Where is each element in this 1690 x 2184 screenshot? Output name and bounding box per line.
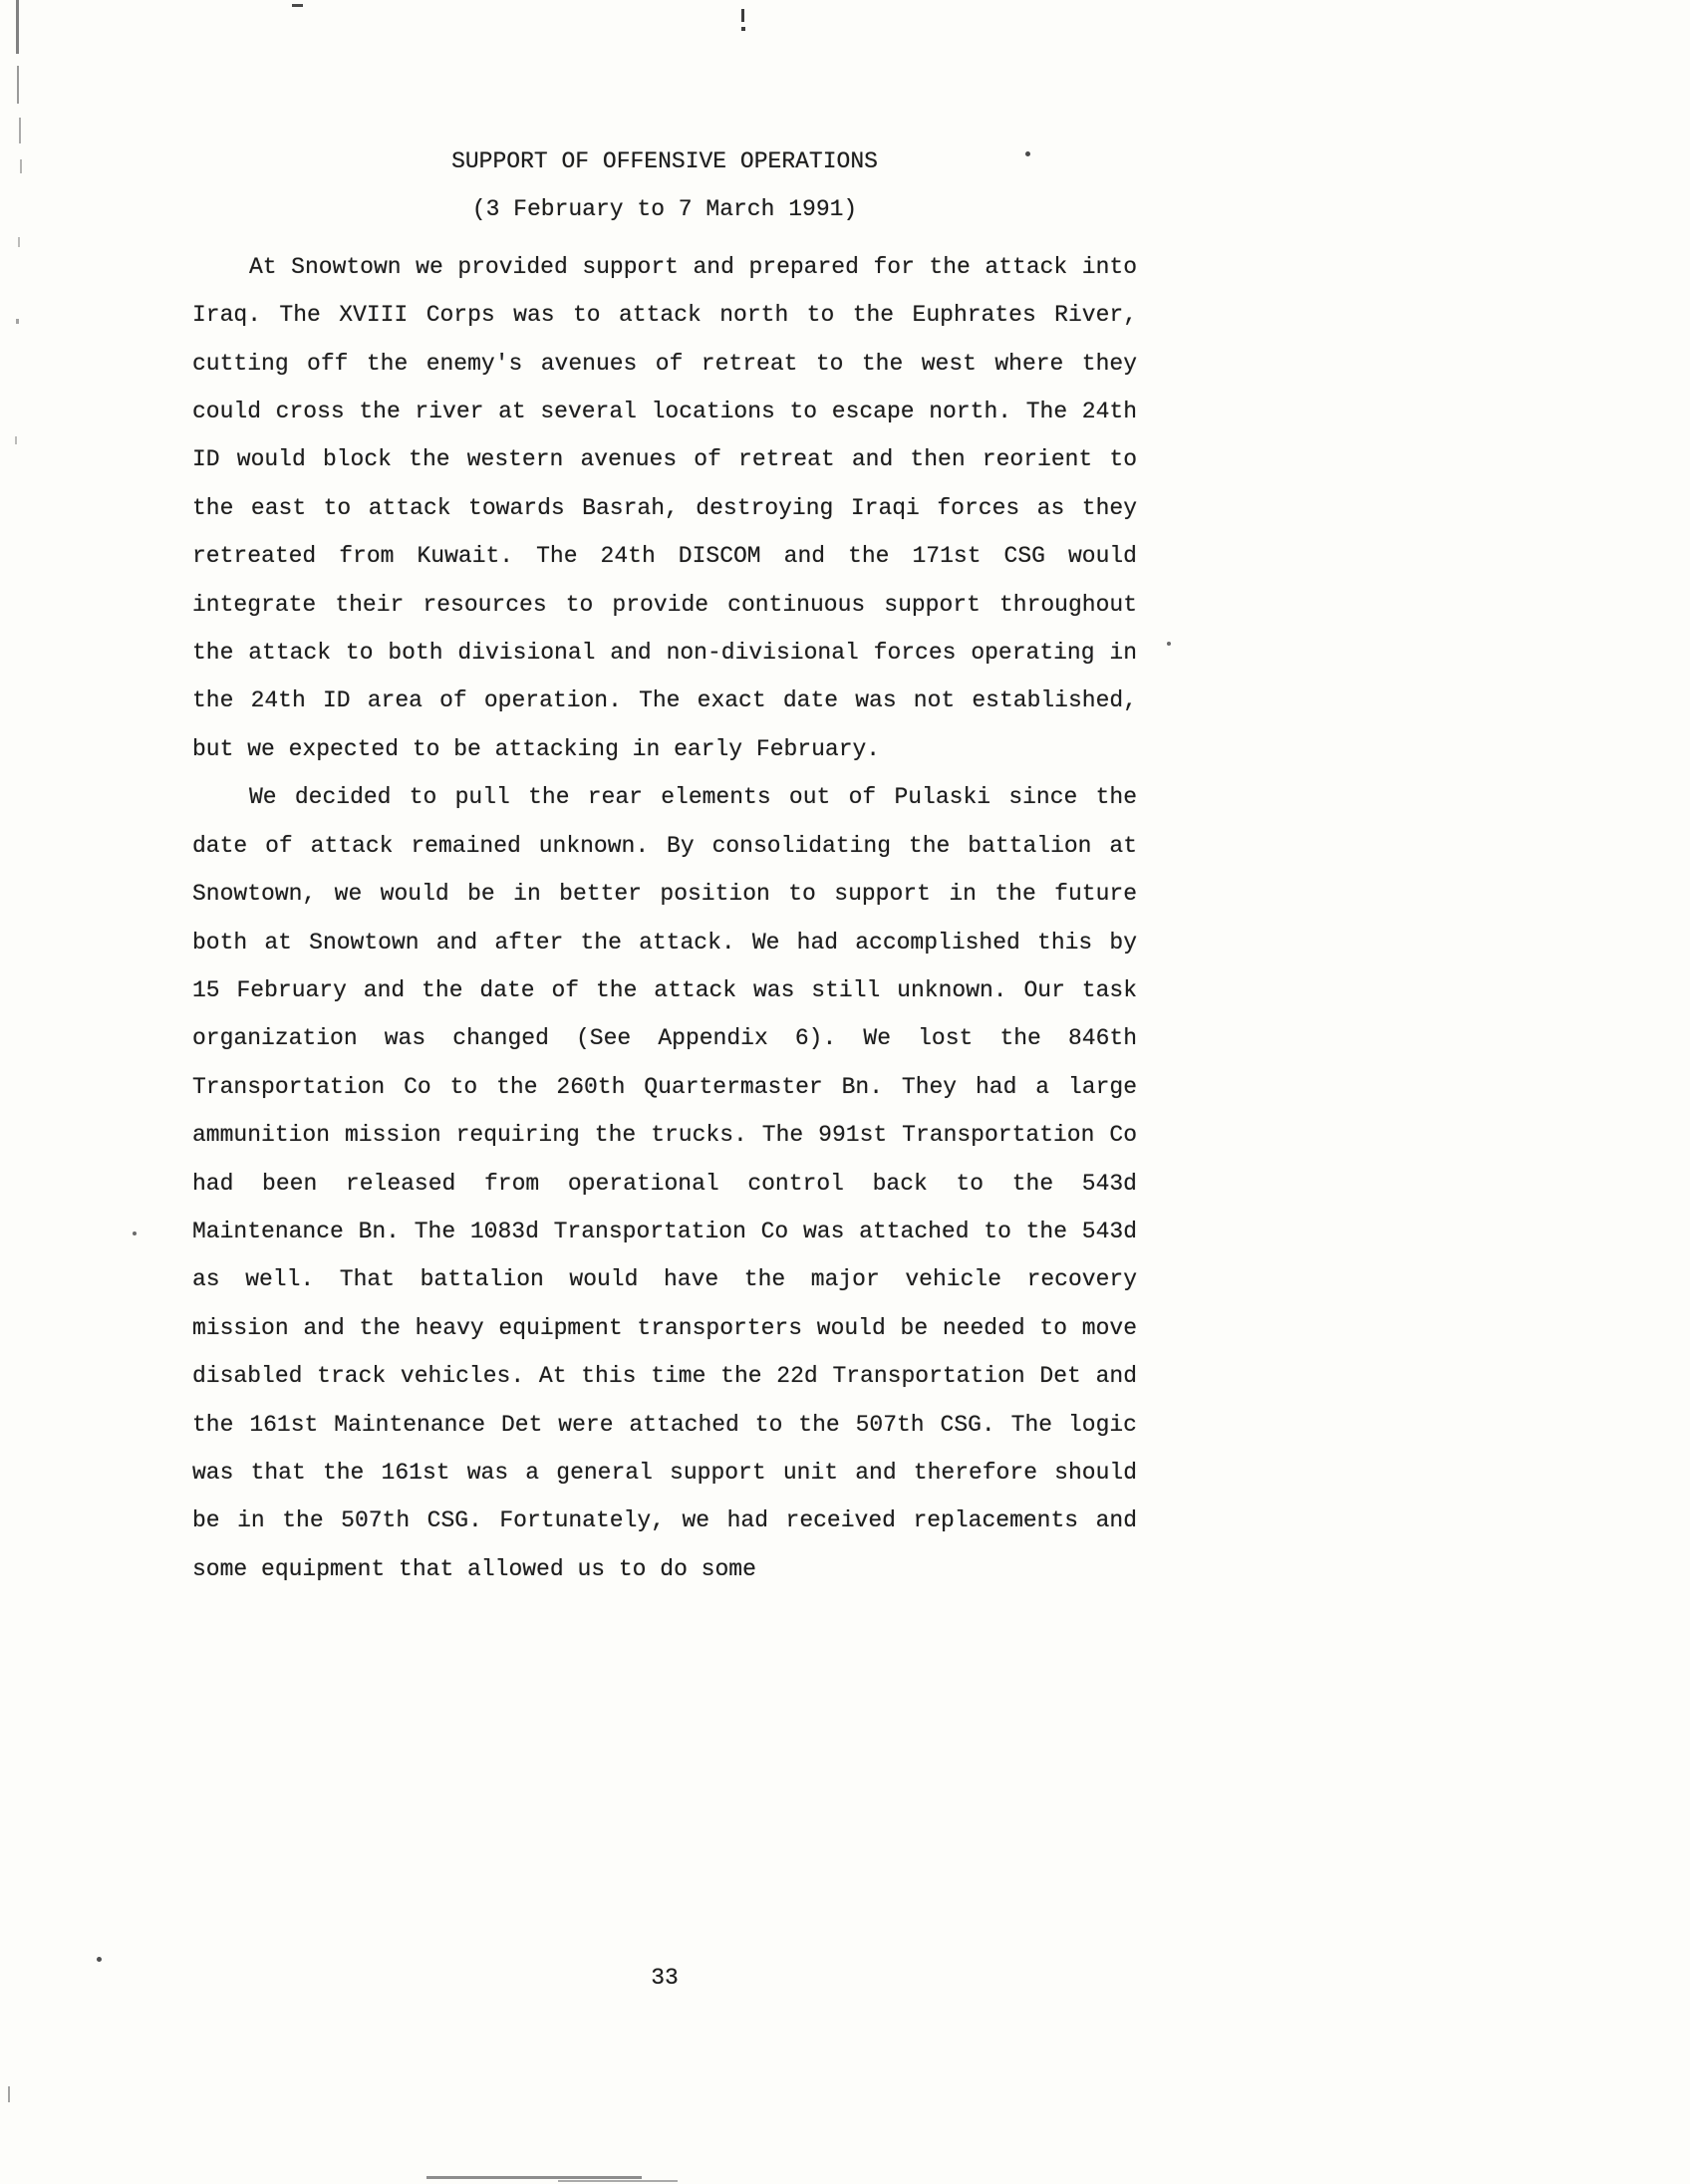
page-content [192,137,1137,1593]
scan-artifact-bottom-line [558,2180,678,2182]
scan-artifact-dot [1025,151,1030,156]
scan-artifact-top-center-dot [741,27,745,31]
scan-artifact-left-edge-line [20,159,22,173]
scan-artifact-dot [133,1231,137,1235]
paragraph-1: At Snowtown we provided support and prepared for the attack into Iraq. The XVIII Corps was to attack north to the Euphrates River, cutting off the enemy's avenues of retreat to the west where they could cross the river at several locations to escape north. The 24th ID would block the western avenues of retreat and then reorient to the east to attack towards Basrah, destroying Iraqi forces as they retreated from Kuwait. The 24th DISCOM and the 171st CSG would integrate their resources to provide continuous support throughout the attack to both divisional and non-divisional forces operating in the 24th ID area of operation. The exact date was not established, but we expected to be attacking in early February. [192,253,1137,762]
paragraph-2: We decided to pull the rear elements out of Pulaski since the date of attack remained unknown. By consolidating the battalion at Snowtown, we would be in better position to support in the future both at Snowtown and after the attack. We had accomplished this by 15 February and the date of the attack was still unknown. Our task organization was changed (See Appendix 6). We lost the 846th Transportation Co to the 260th Quartermaster Bn. They had a large ammunition mission requiring the trucks. The 991st Transportation Co had been released from operational control back to the 543d Maintenance Bn. The 1083d Transportation Co was attached to the 543d as well. That battalion would have the major vehicle recovery mission and the heavy equipment transporters would be needed to move disabled track vehicles. At this time the 22d Transportation Det and the 161st Maintenance Det were attached to the 507th CSG. The logic was that the 161st was a general support unit and therefore should be in the 507th CSG. Fortunately, we had received replacements and some equipment that allowed us to do some [192,784,1137,1582]
scan-artifact-left-edge-line [18,237,20,247]
scan-artifact-top-center-mark [741,9,744,22]
scan-artifact-dot [1167,642,1171,646]
document-title: SUPPORT OF OFFENSIVE OPERATIONS [451,148,878,174]
scan-artifact-dot [97,1957,102,1962]
document-subtitle: (3 February to 7 March 1991) [471,196,858,223]
scan-artifact-left-edge-mark [16,319,19,324]
page-number: 33 [651,1965,679,1991]
scan-artifact-left-tick [8,2086,10,2102]
scan-artifact-left-edge-line [19,118,21,143]
scan-artifact-top-dash [292,4,303,7]
scan-artifact-bottom-line [426,2176,642,2179]
scan-artifact-left-edge-line [17,66,19,104]
scan-artifact-left-edge-line [16,0,19,54]
scan-artifact-left-edge-mark [15,436,17,444]
